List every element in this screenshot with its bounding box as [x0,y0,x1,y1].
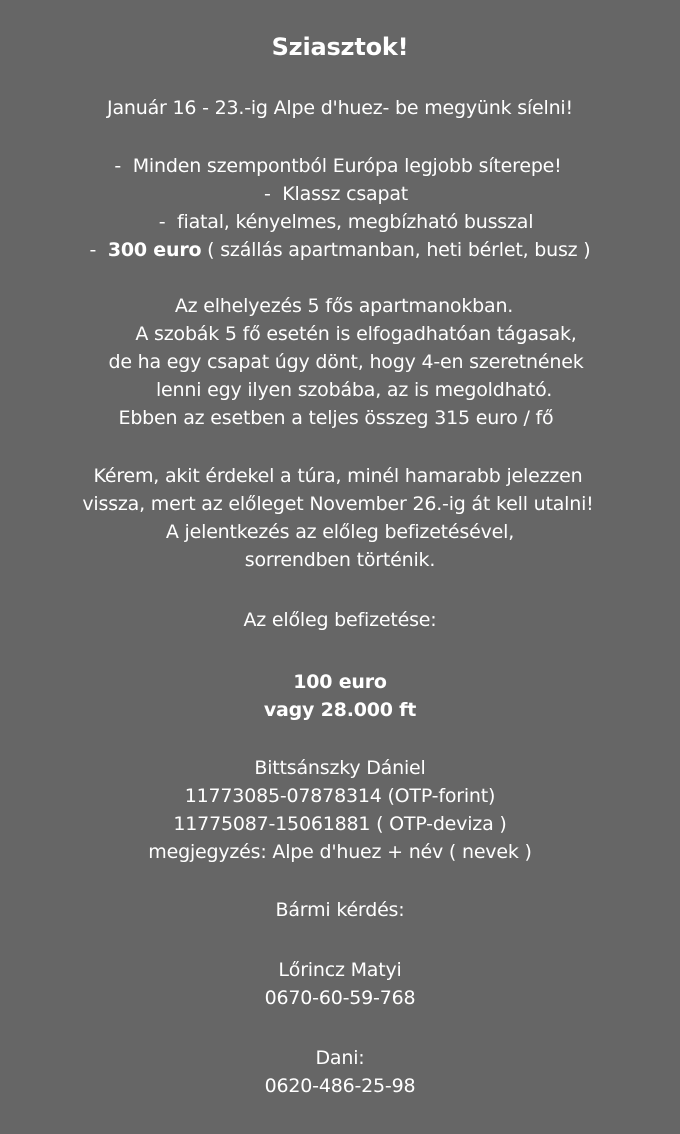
bullet-bus: - fiatal, kényelmes, megbízható busszal [158,211,534,233]
request-line-2: vissza, mert az előleget November 26.-ig át kell utalni! [82,493,594,515]
request-line-3: A jelentkezés az előleg befizetésével, [165,521,515,543]
bank-account-forint: 11773085-07878314 (OTP-forint) [184,785,496,807]
deposit-heading: Az előleg befizetése: [243,609,437,631]
accommodation-line-1: Az elhelyezés 5 fős apartmanokban. [174,295,514,317]
accommodation-line-4: lenni egy ilyen szobába, az is megoldható. [155,379,553,401]
accommodation-line-3: de ha egy csapat úgy dönt, hogy 4-en szeretnének [108,351,584,373]
contact-2-name: Dani: [315,1047,365,1069]
bank-account-holder: Bittsánszky Dániel [254,757,426,779]
deposit-amount-huf: vagy 28.000 ft [263,699,417,721]
bullet-price [0,236,680,264]
contact-1-name: Lőrincz Matyi [278,959,402,981]
contact-1-phone: 0670-60-59-768 [264,987,416,1009]
request-line-4: sorrendben történik. [244,549,436,571]
page-title: Sziasztok! [271,33,409,61]
accommodation-line-2: A szobák 5 fő esetén is elfogadhatóan tágasak, [135,323,577,345]
contact-heading: Bármi kérdés: [275,899,405,921]
bullet-team: - Klassz csapat [263,183,409,205]
bank-account-deviza: 11775087-15061881 ( OTP-deviza ) [173,813,507,835]
price-highlight: 300 euro [107,239,202,261]
bullet-price-prefix: - [89,239,108,261]
bullet-price-details: ( szállás apartmanban, heti bérlet, busz ) [201,239,591,261]
accommodation-line-5: Ebben az esetben a teljes összeg 315 euro / fő [118,407,554,429]
deposit-amount-eur: 100 euro [293,671,387,693]
intro-text: Január 16 - 23.-ig Alpe d'huez- be megyünk síelni! [107,97,573,119]
bullet-best-ski-area: - Minden szempontból Európa legjobb síterepe! [114,155,562,177]
contact-2-phone: 0620-486-25-98 [264,1075,416,1097]
request-line-1: Kérem, akit érdekel a túra, minél hamarabb jelezzen [93,465,583,487]
transfer-note: megjegyzés: Alpe d'huez + név ( nevek ) [148,841,532,863]
